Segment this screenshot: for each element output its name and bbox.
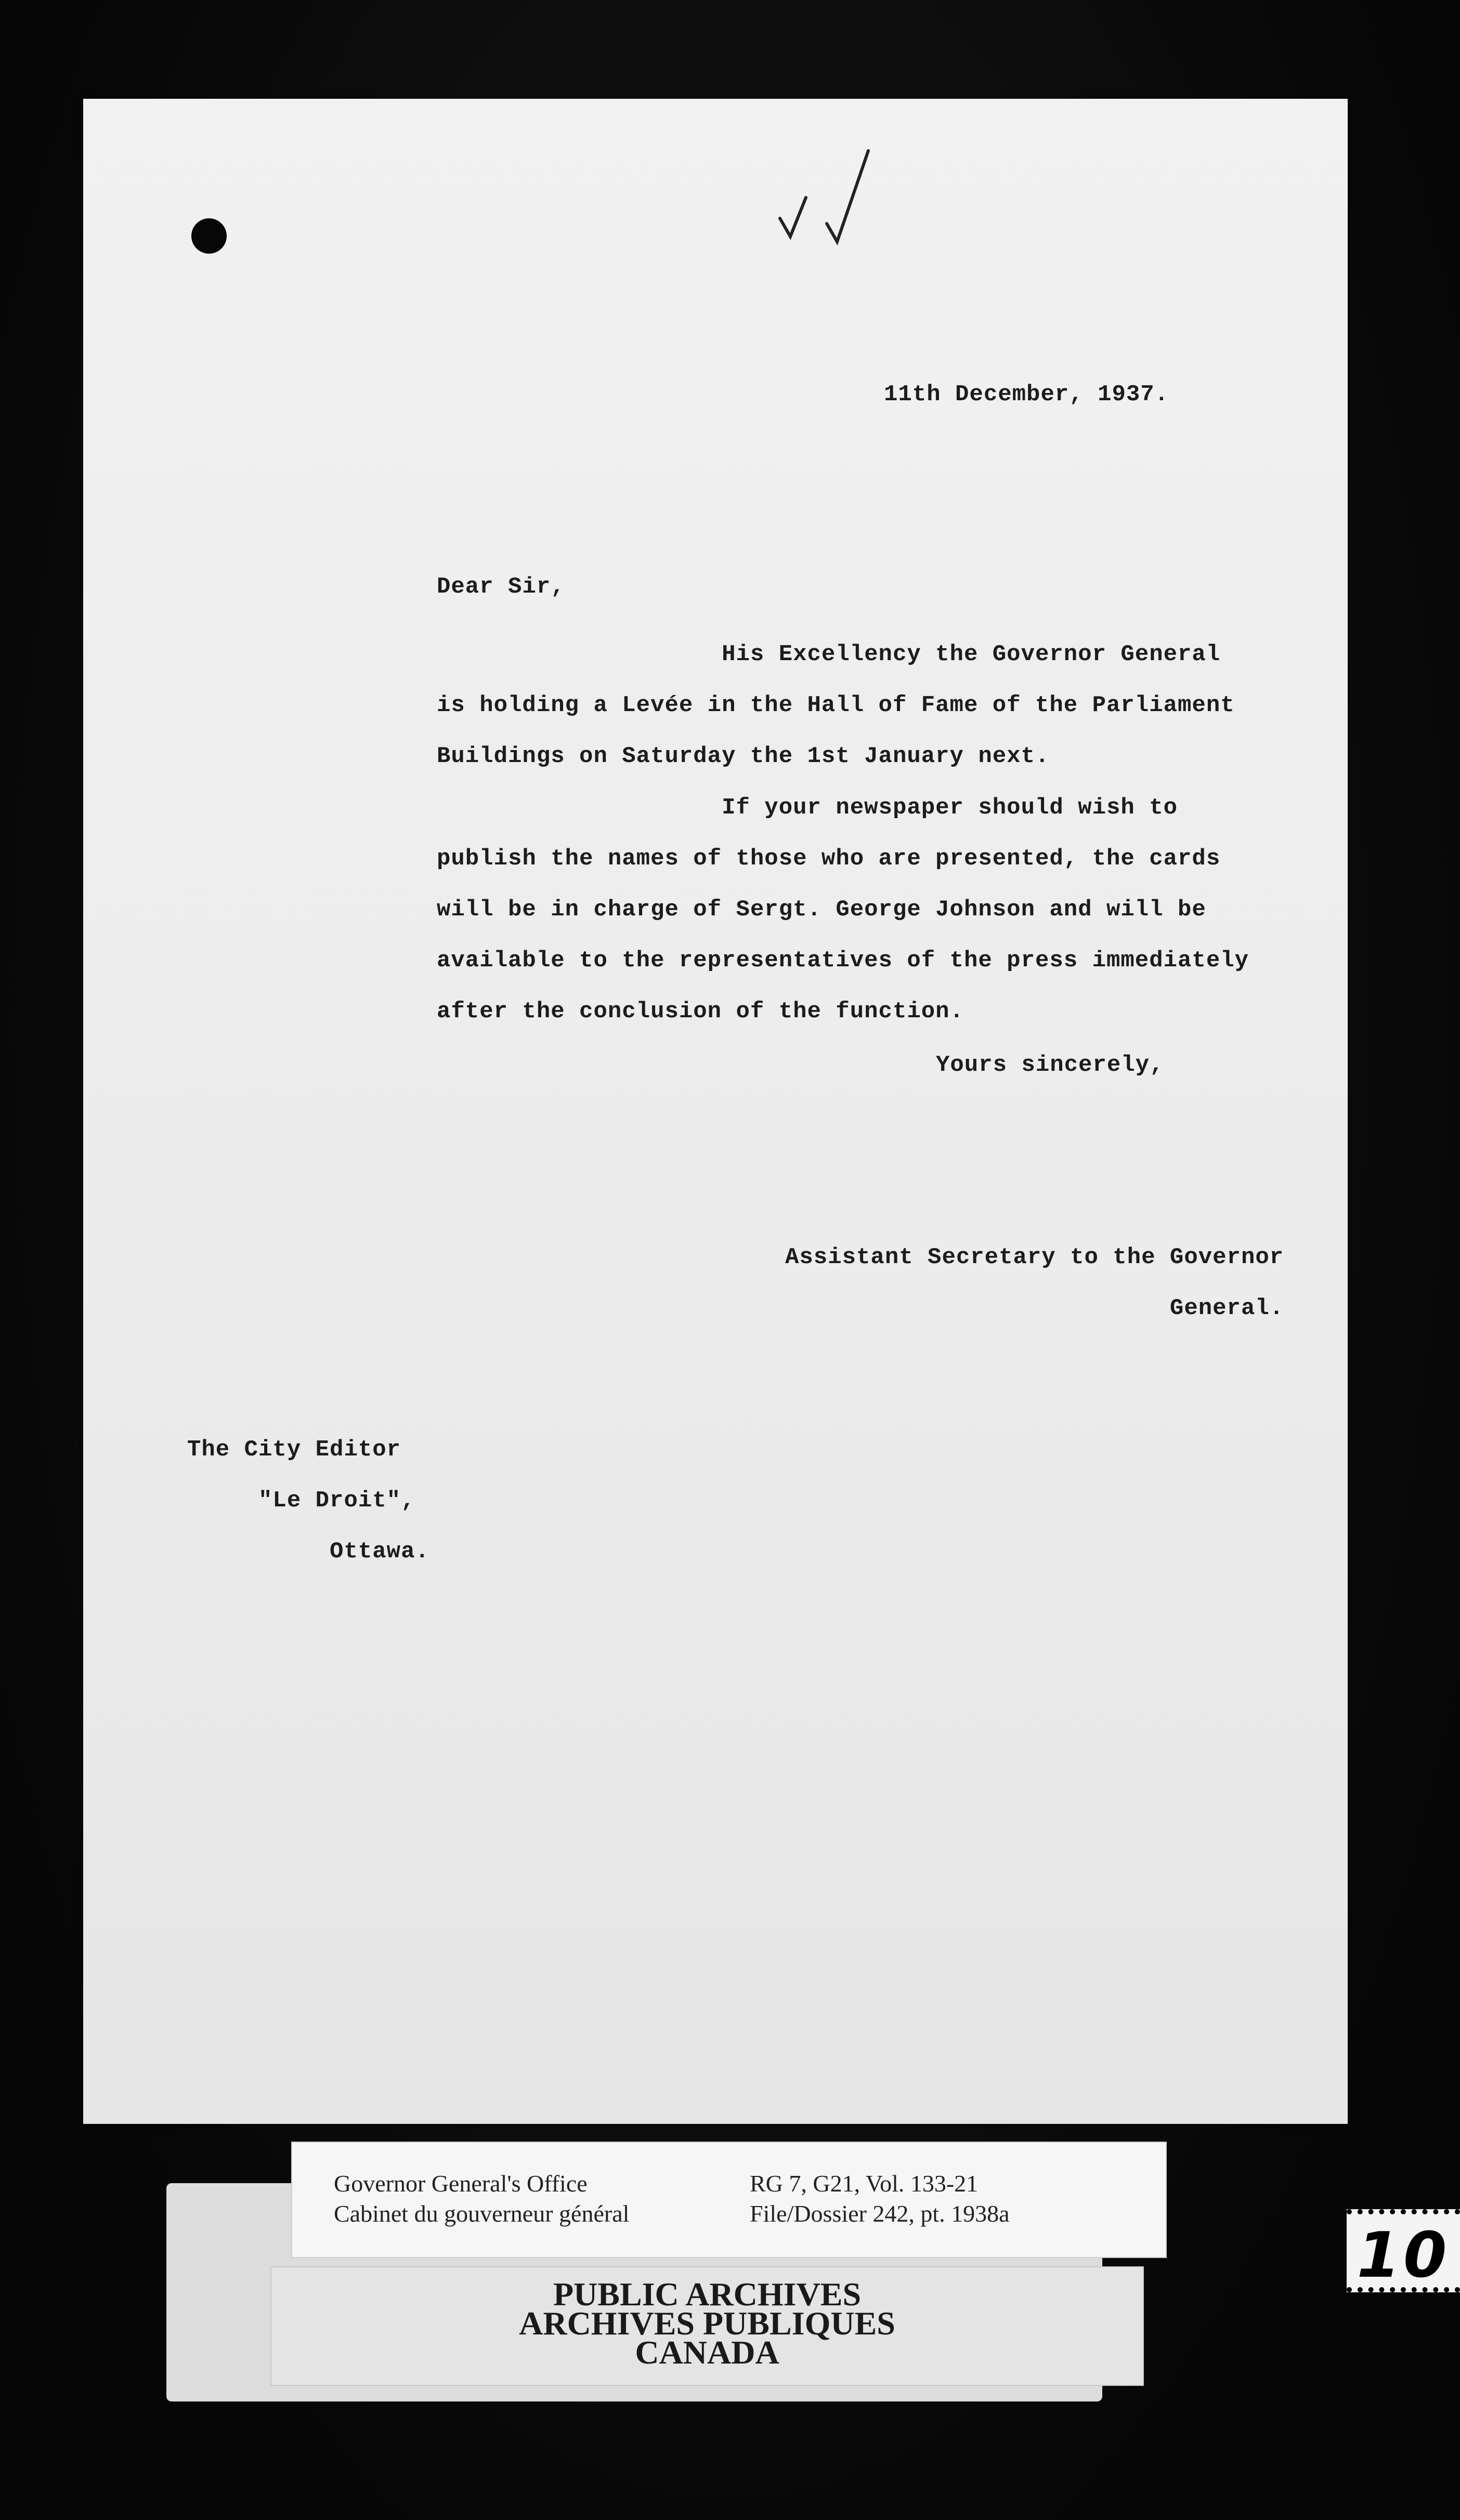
file-reference <box>750 2169 1010 2229</box>
office-en: Governor General's Office <box>334 2170 588 2197</box>
archive-reference-label <box>291 2142 1167 2258</box>
salutation: Dear Sir, <box>437 574 565 600</box>
stamp-line-2: ARCHIVES PUBLIQUES <box>519 2305 895 2342</box>
punch-hole <box>191 218 227 254</box>
stamp-line-1: PUBLIC ARCHIVES <box>553 2276 862 2313</box>
archive-label-group <box>166 2142 1165 2412</box>
recipient-address: The City Editor "Le Droit", Ottawa. <box>187 1437 429 1565</box>
body-paragraph-2: If your newspaper should wish to publish the names of those who are presented, the cards will be in charge of Sergt. George Johnson and will be available to the representatives of the press immediately after the conclusion of the function. <box>437 795 1249 1025</box>
closing: Yours sincerely, <box>936 1052 1164 1078</box>
record-group-reference: RG 7, G21, Vol. 133-21 <box>750 2170 979 2197</box>
signature-title: Assistant Secretary to the Governor General. <box>785 1244 1284 1321</box>
file-dossier: File/Dossier 242, pt. 1938a <box>750 2200 1010 2227</box>
handwritten-checkmarks <box>770 140 905 255</box>
stamp-line-3: CANADA <box>635 2334 779 2371</box>
letter-page <box>83 99 1348 2124</box>
frame-number: 10 <box>1347 2209 1460 2292</box>
archives-stamp <box>270 2266 1144 2386</box>
office-fr: Cabinet du gouverneur général <box>334 2200 630 2227</box>
letter-date: 11th December, 1937. <box>884 382 1169 408</box>
body-paragraph-1: His Excellency the Governor General is holding a Levée in the Hall of Fame of the Parliament Buildings on Saturday the 1st January next. <box>437 641 1235 769</box>
office-names <box>334 2169 629 2229</box>
